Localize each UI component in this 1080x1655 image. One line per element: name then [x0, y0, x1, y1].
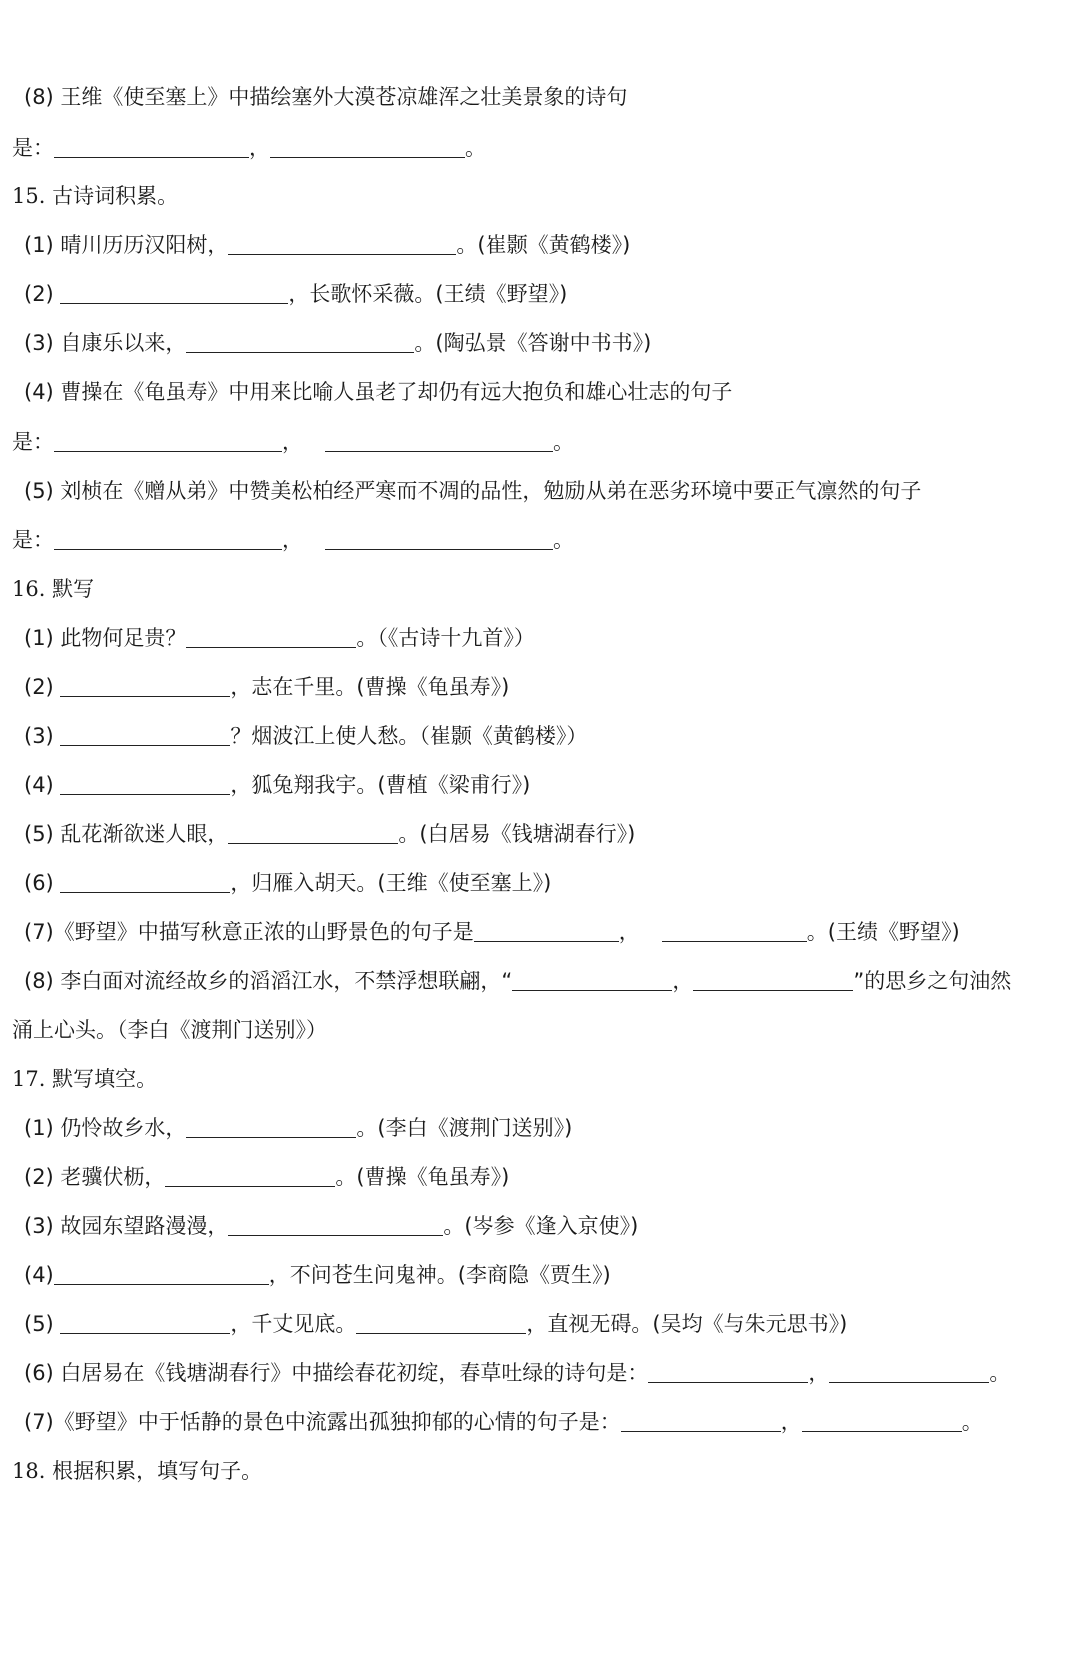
question-item-q16-3 [0, 721, 1080, 751]
answer-blank[interactable] [802, 1411, 962, 1432]
question-item-q16-7 [0, 917, 1080, 947]
separator-text: ， [249, 136, 270, 160]
question-text: (3) 自康乐以来， [24, 331, 187, 355]
question-text: (2) [24, 675, 61, 699]
answer-blank[interactable] [60, 1313, 230, 1334]
answer-blank[interactable] [228, 823, 398, 844]
prefix-text: 是： [12, 528, 54, 552]
answer-blank[interactable] [648, 1362, 808, 1383]
source-text: ，归雁入胡天。(王维《使至塞上》) [230, 871, 552, 895]
question-item-q17-2 [0, 1162, 1080, 1192]
answer-blank[interactable] [621, 1411, 781, 1432]
answer-blank[interactable] [356, 1313, 526, 1334]
separator-text: ， [618, 920, 640, 944]
question-item-q15-1 [0, 230, 1080, 260]
end-text: 。 [465, 136, 486, 160]
question-text: 涌上心头。（李白《渡荆门送别》） [12, 1018, 327, 1042]
separator-text: ， [282, 528, 303, 552]
question-item-q17-1 [0, 1113, 1080, 1143]
heading-text: 15. 古诗词积累。 [12, 184, 179, 208]
source-text: 。(李白《渡荆门送别》) [356, 1116, 573, 1140]
question-text: (1) 仍怜故乡水， [24, 1116, 187, 1140]
end-text: 。 [989, 1361, 1011, 1385]
question-item-q17-4 [0, 1260, 1080, 1290]
question-text: (4) [24, 1263, 54, 1287]
answer-blank[interactable] [325, 431, 553, 452]
answer-blank[interactable] [186, 332, 414, 353]
question-text: (8) 王维《使至塞上》中描绘塞外大漠苍凉雄浑之壮美景象的诗句 [24, 85, 628, 109]
question-text: (5) 乱花渐欲迷人眼， [24, 822, 229, 846]
question-item-q17-7 [0, 1407, 1080, 1437]
answer-blank[interactable] [474, 921, 619, 942]
answer-blank[interactable] [60, 283, 288, 304]
answer-blank[interactable] [60, 725, 230, 746]
source-text: 。(崔颢《黄鹤楼》) [456, 233, 631, 257]
question-text: (6) [24, 871, 61, 895]
question-text: (6) 白居易在《钱塘湖春行》中描绘春花初绽，春草吐绿的诗句是： [24, 1361, 649, 1385]
answer-blank[interactable] [662, 921, 807, 942]
question-item-q17-6 [0, 1358, 1080, 1388]
question-item-q16-5 [0, 819, 1080, 849]
tail-text: ”的思乡之句油然 [853, 969, 1012, 993]
answer-blank[interactable] [228, 1215, 443, 1236]
question-heading-16 [0, 574, 1080, 604]
question-item-q16-1 [0, 623, 1080, 653]
end-text: 。 [553, 528, 574, 552]
question-text: (8) 李白面对流经故乡的滔滔江水，不禁浮想联翩，“ [24, 969, 513, 993]
source-text: ，狐兔翔我宇。(曹植《梁甫行》) [230, 773, 531, 797]
answer-blank[interactable] [165, 1166, 335, 1187]
answer-blank[interactable] [54, 431, 282, 452]
question-text: (3) [24, 724, 61, 748]
source-text: 。(王绩《野望》) [806, 920, 960, 944]
source-text: ，不问苍生问鬼神。(李商隐《贾生》) [268, 1263, 611, 1287]
question-item-q17-5 [0, 1309, 1080, 1339]
separator-text: ， [282, 430, 303, 454]
source-text: 。(白居易《钱塘湖春行》) [398, 822, 636, 846]
question-item-q15-5 [0, 476, 1080, 506]
answer-blank[interactable] [270, 137, 465, 158]
answer-blank[interactable] [693, 970, 853, 991]
separator-text: ， [780, 1410, 802, 1434]
prefix-text: 是： [12, 430, 54, 454]
question-heading-18 [0, 1456, 1080, 1486]
question-heading-17 [0, 1064, 1080, 1094]
question-item-q15-2 [0, 279, 1080, 309]
source-text: ，志在千里。(曹操《龟虽寿》) [230, 675, 510, 699]
answer-blank[interactable] [54, 1264, 269, 1285]
answer-blank[interactable] [829, 1362, 989, 1383]
question-text: (2) 老骥伏枥， [24, 1165, 166, 1189]
question-text: (7)《野望》中描写秋意正浓的山野景色的句子是 [24, 920, 474, 944]
answer-blank[interactable] [60, 676, 230, 697]
source-text: 。（《古诗十九首》） [356, 626, 535, 650]
question-item-q16-8 [0, 966, 1080, 996]
question-heading-15 [0, 181, 1080, 211]
question-item-q16-4 [0, 770, 1080, 800]
source-text: ？烟波江上使人愁。（崔颢《黄鹤楼》） [230, 724, 588, 748]
end-text: 。 [553, 430, 574, 454]
answer-blank[interactable] [54, 529, 282, 550]
question-item-q16-8-cont [0, 1015, 1080, 1045]
answer-blank[interactable] [186, 627, 356, 648]
question-item-q16-6 [0, 868, 1080, 898]
answer-blank[interactable] [512, 970, 672, 991]
source-text: 。(陶弘景《答谢中书书》) [414, 331, 652, 355]
question-text: (1) 此物何足贵？ [24, 626, 187, 650]
source-text: ，直视无碍。(吴均《与朱元思书》) [526, 1312, 848, 1336]
answer-blank[interactable] [60, 774, 230, 795]
answer-blank[interactable] [186, 1117, 356, 1138]
heading-text: 16. 默写 [12, 577, 95, 601]
question-item-q16-2 [0, 672, 1080, 702]
source-text: 。(岑参《逢入京使》) [443, 1214, 639, 1238]
answer-blank[interactable] [228, 234, 456, 255]
prefix-text: 是： [12, 136, 54, 160]
answer-blank[interactable] [325, 529, 553, 550]
question-text: (3) 故园东望路漫漫， [24, 1214, 229, 1238]
question-text: (2) [24, 282, 61, 306]
question-text: (7)《野望》中于恬静的景色中流露出孤独抑郁的心情的句子是： [24, 1410, 621, 1434]
question-item-q14-8-answer [0, 133, 1080, 163]
separator-text: ， [808, 1361, 830, 1385]
answer-blank[interactable] [54, 137, 249, 158]
heading-text: 17. 默写填空。 [12, 1067, 158, 1091]
end-text: 。 [961, 1410, 983, 1434]
question-text: (5) [24, 1312, 61, 1336]
question-item-q15-5-answer [0, 525, 1080, 555]
question-text: (4) 曹操在《龟虽寿》中用来比喻人虽老了却仍有远大抱负和雄心壮志的句子 [24, 380, 733, 404]
question-item-q15-3 [0, 328, 1080, 358]
heading-text: 18. 根据积累，填写句子。 [12, 1459, 263, 1483]
source-text: 。(曹操《龟虽寿》) [335, 1165, 510, 1189]
question-text: (4) [24, 773, 61, 797]
question-item-q17-3 [0, 1211, 1080, 1241]
question-text: (1) 晴川历历汉阳树， [24, 233, 229, 257]
question-item-q15-4-answer [0, 427, 1080, 457]
question-item-q14-8 [0, 82, 1080, 112]
middle-text: ，千丈见底。 [230, 1312, 357, 1336]
separator-text: ， [672, 969, 694, 993]
question-item-q15-4 [0, 377, 1080, 407]
question-text: (5) 刘桢在《赠从弟》中赞美松柏经严寒而不凋的品性，勉励从弟在恶劣环境中要正气凛然的句子 [24, 479, 922, 503]
source-text: ，长歌怀采薇。(王绩《野望》) [288, 282, 568, 306]
answer-blank[interactable] [60, 872, 230, 893]
